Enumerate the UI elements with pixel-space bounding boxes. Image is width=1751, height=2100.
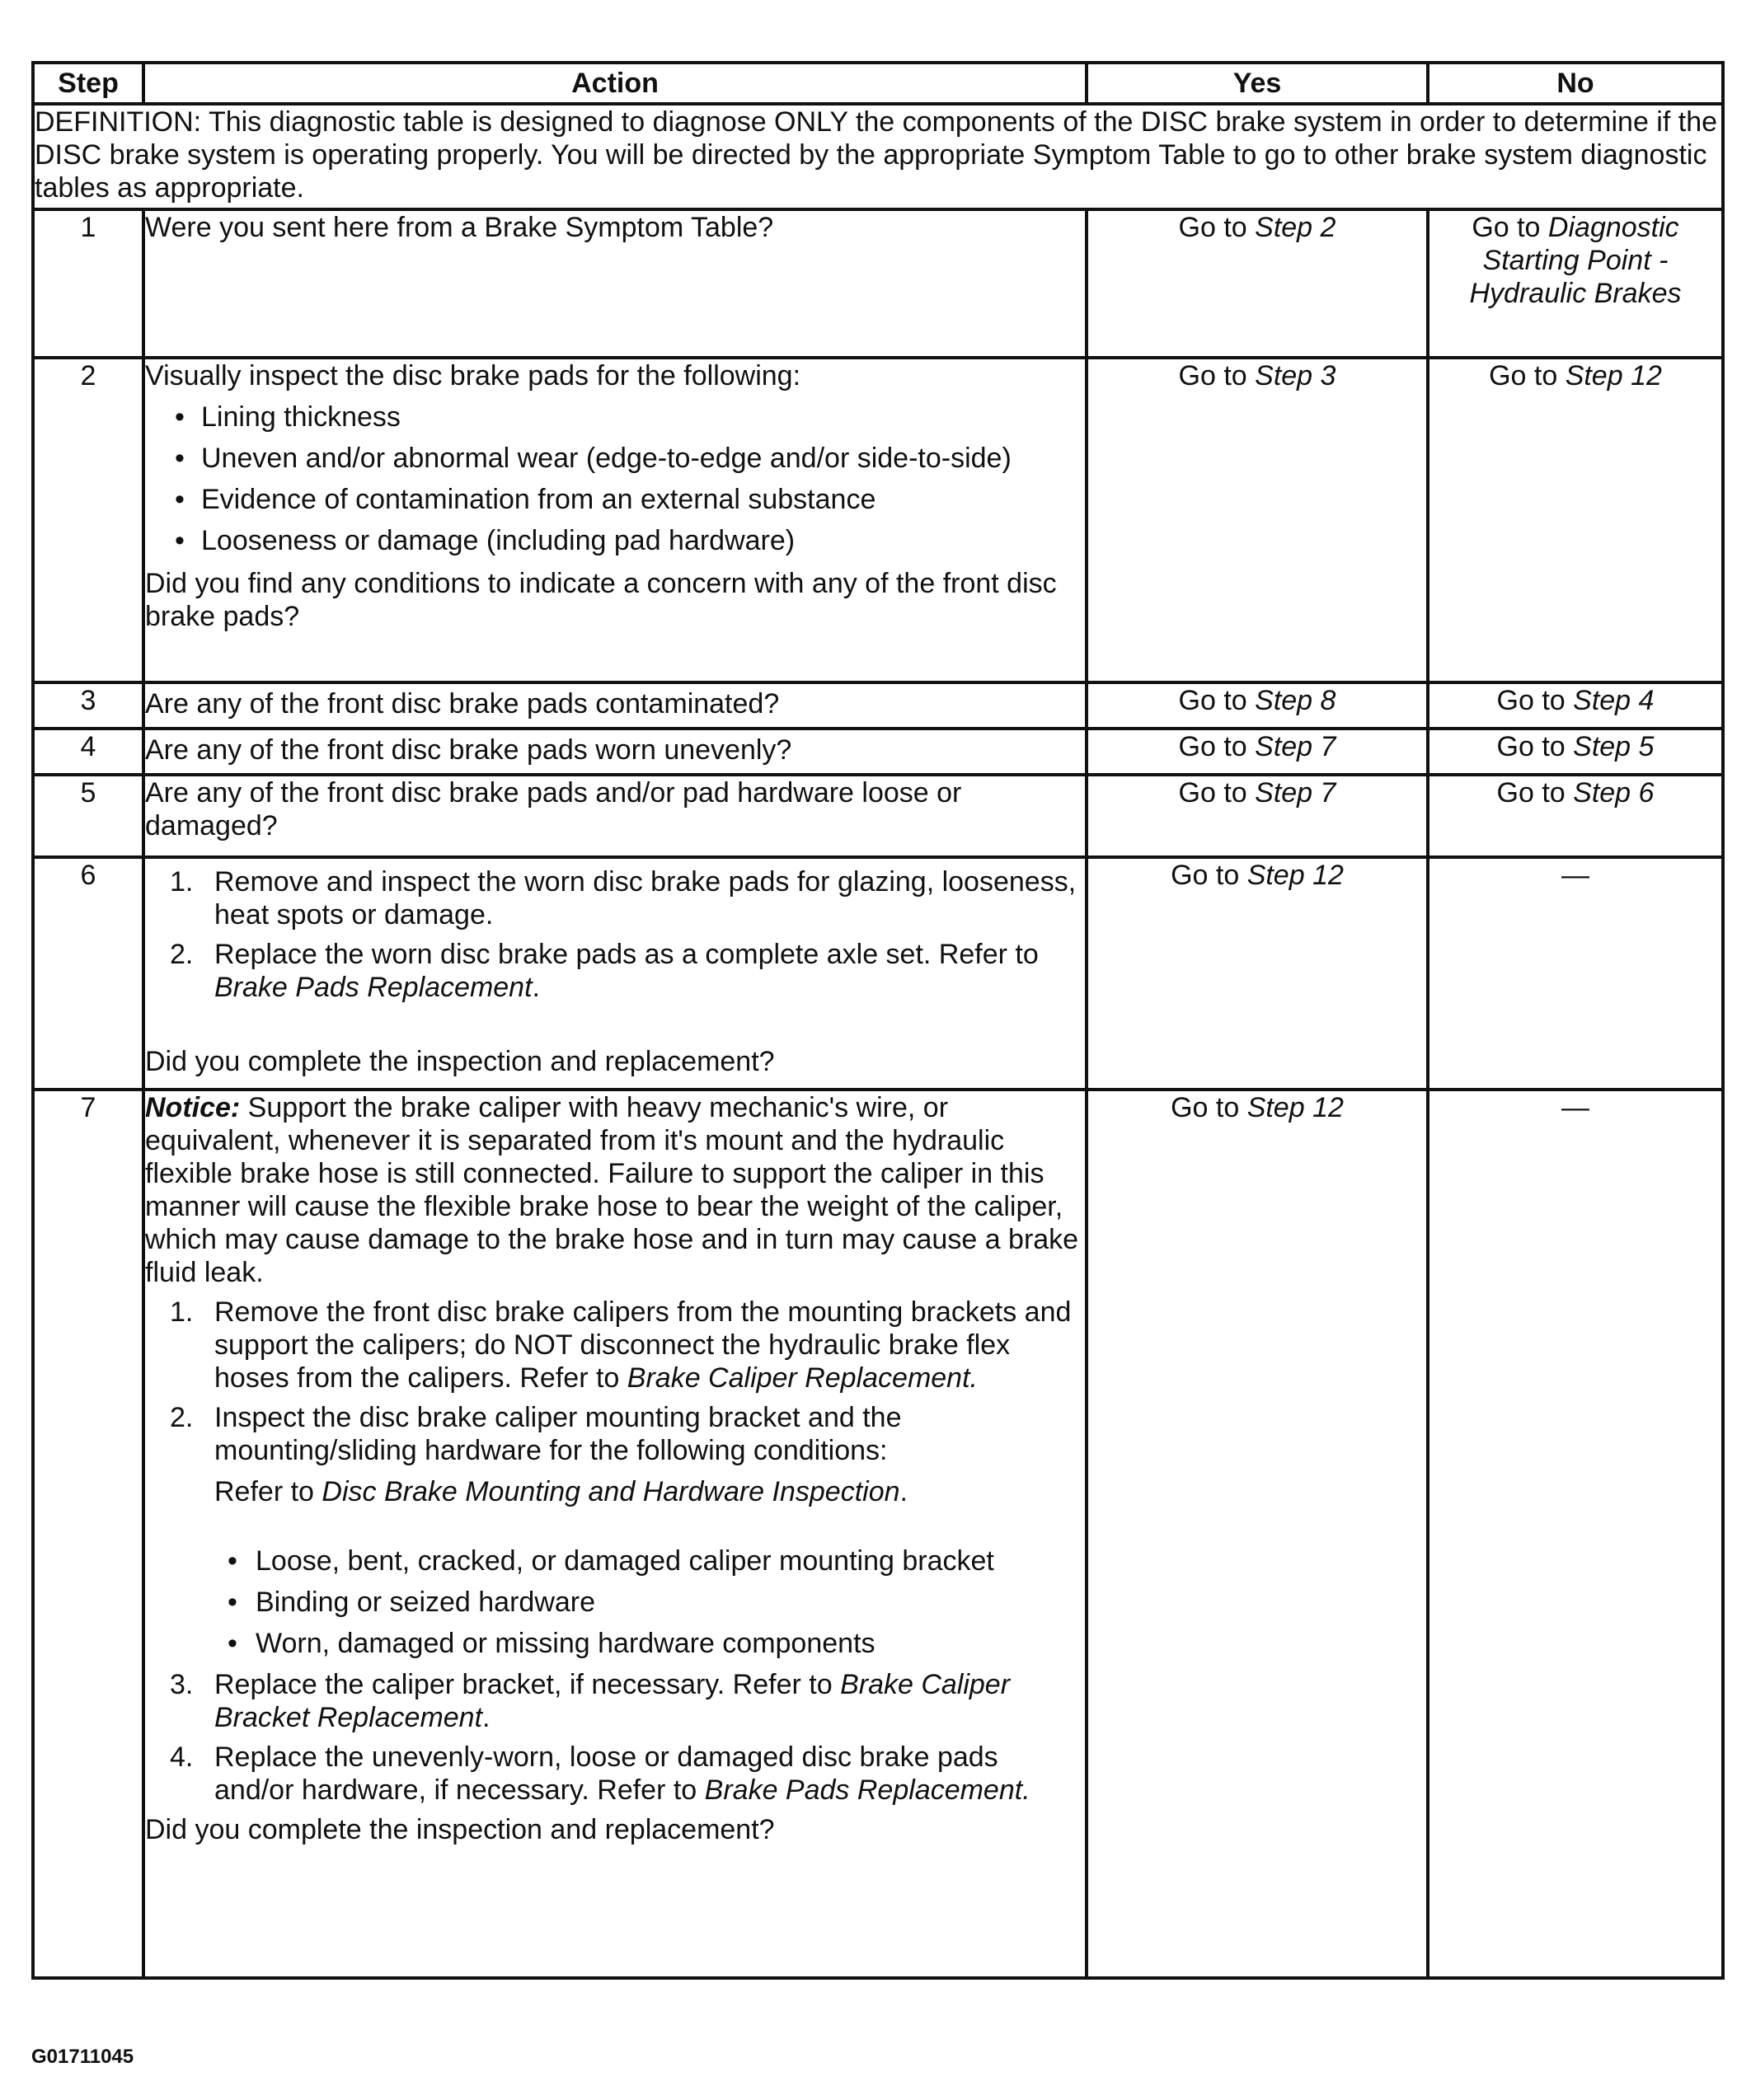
- no-cell: [1428, 1090, 1723, 1978]
- no-cell: [1428, 775, 1723, 857]
- action-cell: [143, 358, 1087, 682]
- table-row: [33, 775, 1723, 857]
- no-cell: [1428, 729, 1723, 775]
- goto-label: Go to: [1178, 777, 1256, 809]
- header-yes: Yes: [1087, 63, 1428, 104]
- list-text: Remove and inspect the worn disc brake pads for glazing, looseness, heat spots or damage.: [214, 866, 1077, 930]
- list-text: Replace the caliper bracket, if necessary. Refer to: [214, 1669, 841, 1700]
- question-text: Were you sent here from a Brake Symptom Table?: [145, 212, 774, 243]
- yes-cell: [1087, 358, 1428, 682]
- step-number: 6: [33, 857, 143, 1090]
- no-step-link[interactable]: Step 12: [1565, 360, 1662, 391]
- table-row: [33, 1090, 1723, 1978]
- reference-link[interactable]: Brake Caliper Replacement: [627, 1362, 970, 1394]
- notice-label: Notice:: [145, 1092, 241, 1123]
- goto-label: Go to: [1178, 685, 1256, 716]
- action-cell: [143, 729, 1087, 775]
- refer-line: Refer to Disc Brake Mounting and Hardware Inspection.: [214, 1476, 908, 1507]
- list-number: 2.: [170, 1402, 194, 1433]
- question-text: Did you complete the inspection and replacement?: [145, 1814, 775, 1845]
- numbered-list: [145, 1668, 1085, 1807]
- yes-step-link[interactable]: Step 7: [1255, 777, 1336, 809]
- list-item: 2. Replace the worn disc brake pads as a complete axle set. Refer to Brake Pads Replacement.: [170, 939, 1039, 1003]
- list-item: [145, 865, 1085, 931]
- table-row: [33, 209, 1723, 358]
- question-text: Did you complete the inspection and replacement?: [145, 1046, 775, 1077]
- table-header-row: [33, 63, 1723, 104]
- yes-step-link[interactable]: Step 7: [1255, 731, 1336, 762]
- yes-cell: [1087, 209, 1428, 358]
- step-number: 7: [33, 1090, 143, 1978]
- no-cell: [1428, 857, 1723, 1090]
- bullet-list: [145, 1545, 1085, 1660]
- yes-step-link[interactable]: Step 3: [1255, 360, 1336, 391]
- no-dash: —: [1561, 1092, 1589, 1123]
- goto-label: Go to: [1171, 1092, 1247, 1123]
- goto-label: Go to: [1496, 777, 1574, 809]
- definition-row: [33, 104, 1723, 209]
- goto-label: Go to: [1178, 360, 1256, 391]
- question-text: Are any of the front disc brake pads and/or pad hardware loose or damaged?: [145, 777, 962, 841]
- list-text: Remove the front disc brake calipers from the mounting brackets and support the calipers; do NOT disconnect the hydraulic brake flex hoses from the calipers. Refer to: [214, 1296, 1072, 1394]
- list-number: 1.: [170, 1296, 194, 1328]
- list-item: • Loose, bent, cracked, or damaged caliper mounting bracket: [145, 1545, 1085, 1577]
- action-cell: [143, 682, 1087, 729]
- list-item: 4. Replace the unevenly-worn, loose or damaged disc brake pads and/or hardware, if necessary. Refer to Brake Pads Replacement.: [170, 1741, 1030, 1806]
- question-text: Are any of the front disc brake pads worn unevenly?: [145, 734, 792, 766]
- table-row: [33, 857, 1723, 1090]
- list-item: • Worn, damaged or missing hardware components: [145, 1627, 1085, 1660]
- numbered-list: [145, 865, 1085, 1004]
- definition-text: DEFINITION: This diagnostic table is designed to diagnose ONLY the components of the DISC brake system in order to determine if the DISC brake system is operating properly. You will be directed by the appropriate Symptom Table to go to other brake system diagnostic tables as appropriate.: [33, 104, 1723, 209]
- action-cell: [143, 1090, 1087, 1978]
- no-step-link[interactable]: Step 6: [1573, 777, 1655, 809]
- no-step-link[interactable]: Step 4: [1573, 685, 1655, 716]
- list-item: [145, 1401, 1085, 1467]
- no-dash: —: [1561, 860, 1589, 891]
- yes-step-link[interactable]: Step 12: [1246, 1092, 1344, 1123]
- list-item: 1. Remove the front disc brake calipers from the mounting brackets and support the calipers; do NOT disconnect the hydraulic brake flex hoses from the calipers. Refer to Brake Caliper Replacement.: [170, 1296, 1072, 1394]
- question-text: Did you find any conditions to indicate a concern with any of the front disc brake pads?: [145, 568, 1057, 632]
- list-item: • Evidence of contamination from an external substance: [145, 483, 1085, 516]
- table-row: [33, 682, 1723, 729]
- reference-link[interactable]: Brake Pads Replacement: [214, 972, 533, 1003]
- numbered-list: [145, 1296, 1085, 1467]
- diagnostic-table: [31, 61, 1725, 1980]
- no-step-link[interactable]: Step 5: [1573, 731, 1655, 762]
- list-text: Inspect the disc brake caliper mounting bracket and the mounting/sliding hardware for the following conditions:: [214, 1402, 902, 1466]
- step-number: 5: [33, 775, 143, 857]
- list-number: 3.: [170, 1669, 194, 1700]
- goto-label: Go to: [1178, 731, 1256, 762]
- yes-cell: [1087, 857, 1428, 1090]
- step-number: 3: [33, 682, 143, 729]
- list-number: 2.: [170, 939, 194, 970]
- list-number: 1.: [170, 866, 194, 898]
- goto-label: Go to: [1472, 212, 1548, 243]
- bullet-list: [145, 401, 1085, 557]
- list-item: • Lining thickness: [145, 401, 1085, 434]
- list-item: • Binding or seized hardware: [145, 1586, 1085, 1619]
- step-number: 4: [33, 729, 143, 775]
- question-text: Are any of the front disc brake pads contaminated?: [145, 688, 780, 720]
- list-item: • Uneven and/or abnormal wear (edge-to-edge and/or side-to-side): [145, 442, 1085, 475]
- no-ref-link[interactable]: Diagnostic Starting Point - Hydraulic Brakes: [1469, 212, 1682, 309]
- list-item: 3. Replace the caliper bracket, if necessary. Refer to Brake Caliper Bracket Replacement.: [170, 1669, 1011, 1733]
- notice-text: Support the brake caliper with heavy mechanic's wire, or equivalent, whenever it is separated from it's mount and the hydraulic flexible brake hose is still connected. Failure to support the caliper in this manner will cause the flexible brake hose to bear the weight of the caliper, which may cause damage to the brake hose and in turn may cause a brake fluid leak.: [145, 1092, 1079, 1288]
- refer-label: Refer to: [214, 1476, 322, 1507]
- header-action: Action: [143, 63, 1087, 104]
- reference-link[interactable]: Brake Caliper Bracket Replacement: [214, 1669, 1011, 1733]
- goto-label: Go to: [1496, 685, 1574, 716]
- goto-label: Go to: [1489, 360, 1566, 391]
- table-row: [33, 729, 1723, 775]
- reference-link[interactable]: Brake Pads Replacement: [704, 1774, 1023, 1806]
- table-row: [33, 358, 1723, 682]
- list-text: Replace the worn disc brake pads as a complete axle set. Refer to: [214, 939, 1039, 970]
- figure-id: G01711045: [31, 2046, 134, 2068]
- action-cell: [143, 209, 1087, 358]
- yes-step-link[interactable]: Step 8: [1255, 685, 1336, 716]
- yes-cell: [1087, 775, 1428, 857]
- no-cell: [1428, 358, 1723, 682]
- step-number: 1: [33, 209, 143, 358]
- list-text: Replace the unevenly-worn, loose or damaged disc brake pads and/or hardware, if necessary. Refer to: [214, 1741, 998, 1806]
- yes-cell: [1087, 729, 1428, 775]
- step-number: 2: [33, 358, 143, 682]
- action-intro: Visually inspect the disc brake pads for the following:: [145, 360, 801, 391]
- header-no: No: [1428, 63, 1723, 104]
- action-cell: [143, 857, 1087, 1090]
- no-cell: [1428, 682, 1723, 729]
- no-cell: [1428, 209, 1723, 358]
- notice-block: [145, 1091, 1085, 1289]
- goto-label: Go to: [1496, 731, 1574, 762]
- yes-cell: [1087, 682, 1428, 729]
- list-item: • Looseness or damage (including pad hardware): [145, 524, 1085, 557]
- list-number: 4.: [170, 1741, 194, 1773]
- header-step: Step: [33, 63, 143, 104]
- yes-step-link[interactable]: Step 2: [1255, 212, 1336, 243]
- goto-label: Go to: [1178, 212, 1256, 243]
- goto-label: Go to: [1171, 860, 1247, 891]
- yes-step-link[interactable]: Step 12: [1246, 860, 1344, 891]
- diagnostic-document: [31, 61, 1721, 1980]
- action-cell: [143, 775, 1087, 857]
- reference-link[interactable]: Disc Brake Mounting and Hardware Inspection: [322, 1476, 900, 1507]
- yes-cell: [1087, 1090, 1428, 1978]
